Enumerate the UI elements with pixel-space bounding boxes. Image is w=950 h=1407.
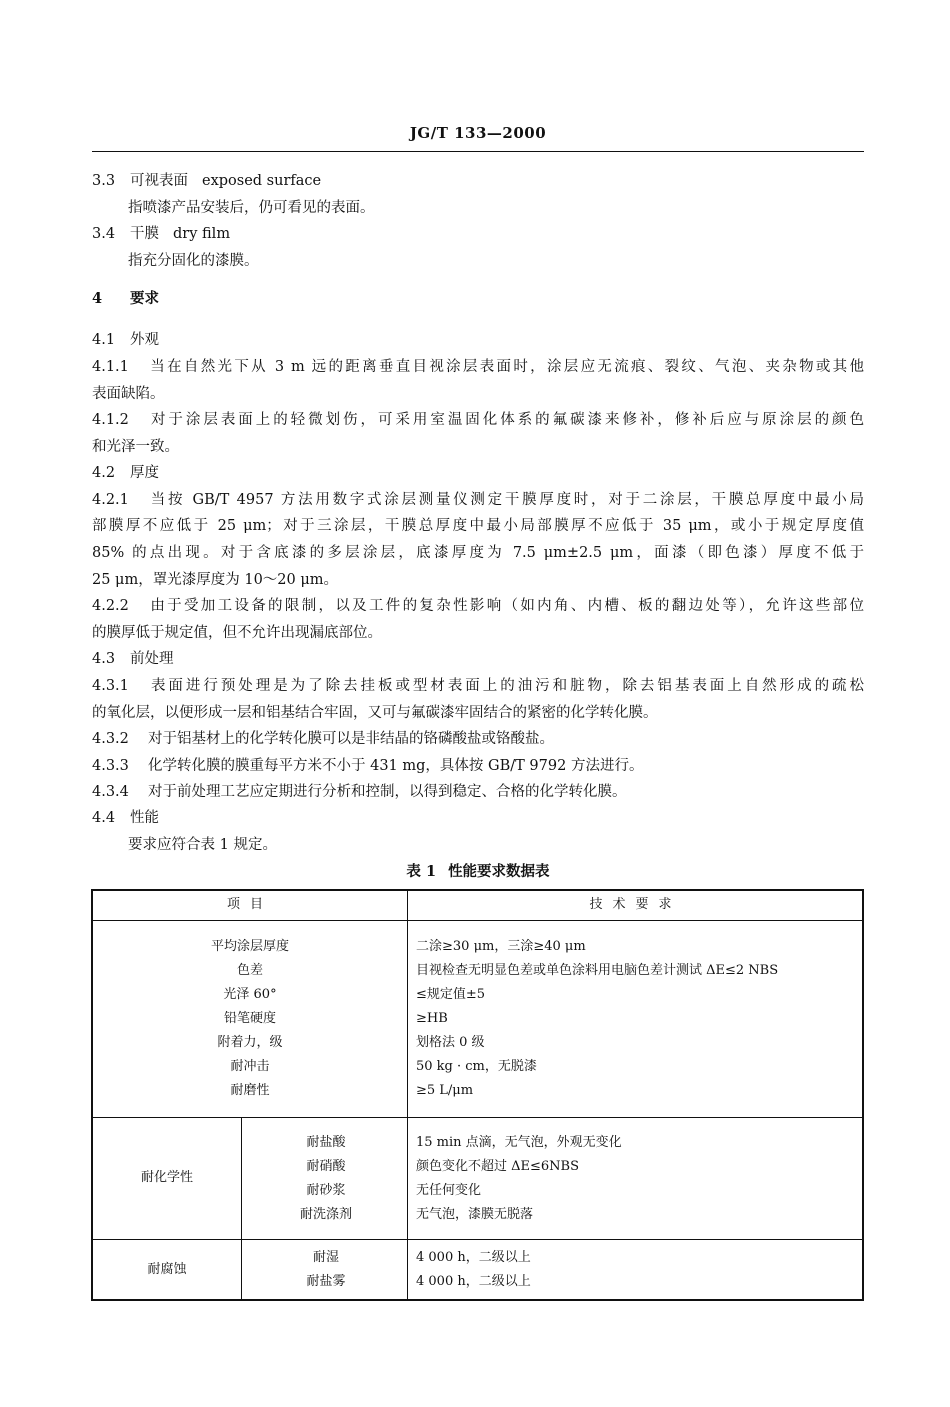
table-requirement: ≥HB (416, 1011, 448, 1026)
clause-4-3-1 (92, 676, 864, 696)
table-item: 耐砂浆 (306, 1183, 346, 1198)
clause-text: 指喷漆产品安装后，仍可看见的表面。 (128, 200, 375, 216)
clause-number: 4.3.1 (92, 678, 129, 694)
table-group-label: 耐腐蚀 (147, 1262, 187, 1277)
table-requirement: 4 000 h，二级以上 (416, 1274, 531, 1289)
clause-text: 由于受加工设备的限制，以及工件的复杂性影响（如内角、内槽、板的翻边处等），允许这些部位 (148, 598, 864, 614)
table-requirement: 目视检查无明显色差或单色涂料用电脑色差计测试 ΔE≤2 NBS (416, 963, 779, 978)
clause-number: 4.1.1 (92, 359, 129, 375)
table-requirement: 50 kg · cm，无脱漆 (416, 1059, 537, 1074)
clause-4-3-4 (92, 782, 864, 802)
clause-text: 25 μm，罩光漆厚度为 10～20 μm。 (92, 572, 339, 588)
section-4-heading (92, 289, 864, 309)
clause-text: 当按 GB/T 4957 方法用数字式涂层测量仪测定干膜厚度时，对于二涂层，干膜总厚度中最小局 (148, 492, 864, 508)
clause-number: 4.2.1 (92, 492, 129, 508)
clause-text: 化学转化膜的膜重每平方米不小于 431 mg，具体按 GB/T 9792 方法进行。 (148, 758, 644, 774)
clause-number: 4.1.2 (92, 412, 129, 428)
table-requirement: ≤规定值±5 (416, 987, 486, 1002)
clause-4-3-3 (92, 756, 864, 776)
clause-3-4 (92, 224, 864, 244)
clause-4-1 (92, 330, 864, 350)
table-item: 耐盐酸 (306, 1135, 346, 1150)
table-requirement: 颜色变化不超过 ΔE≤6NBS (416, 1159, 580, 1174)
clause-4-1-1 (92, 357, 864, 377)
clause-4-2 (92, 463, 864, 483)
table-caption (92, 862, 864, 882)
table-border-top (91, 889, 864, 891)
clause-title: 性能 (130, 810, 159, 826)
table-requirement: 4 000 h，二级以上 (416, 1250, 531, 1265)
clause-text: 85% 的点出现。对于含底漆的多层涂层，底漆厚度为 7.5 μm±2.5 μm，面漆（即色漆）厚度不低于 (92, 545, 864, 561)
clause-text: 部膜厚不应低于 25 μm；对于三涂层，干膜总厚度中最小局部膜厚不应低于 35 μm，或小于规定厚度值 (92, 518, 864, 534)
clause-text: 要求应符合表 1 规定。 (128, 837, 277, 853)
table-item: 耐硝酸 (306, 1159, 346, 1174)
section-number: 4 (92, 290, 103, 307)
clause-number: 4.3.4 (92, 784, 129, 800)
clause-text: 对于涂层表面上的轻微划伤，可采用室温固化体系的氟碳漆来修补，修补后应与原涂层的颜色 (148, 412, 864, 428)
clause-title: 干膜 (130, 226, 159, 242)
table-section-divider (91, 1117, 864, 1118)
clause-text: 的氧化层，以便形成一层和铝基结合牢固，又可与氟碳漆牢固结合的紧密的化学转化膜。 (92, 705, 658, 721)
table-item: 耐湿 (312, 1250, 339, 1265)
clause-text: 对于铝基材上的化学转化膜可以是非结晶的铬磷酸盐或铬酸盐。 (148, 731, 554, 747)
table-requirement: ≥5 L/μm (416, 1083, 474, 1098)
clause-4-1-2 (92, 410, 864, 430)
table-section-divider (91, 1239, 864, 1240)
clause-number: 4.4 (92, 810, 116, 826)
section-title: 要求 (130, 290, 159, 307)
table-item: 色差 (236, 963, 263, 978)
page-header: JG/T 133—2000 (409, 124, 547, 142)
clause-number: 3.3 (92, 173, 116, 189)
clause-text: 的膜厚低于规定值，但不允许出现漏底部位。 (92, 625, 382, 641)
clause-4-3 (92, 649, 864, 669)
header-rule (92, 151, 864, 152)
clause-title-en: exposed surface (202, 173, 322, 189)
clause-title: 前处理 (130, 651, 174, 667)
clause-number: 4.1 (92, 332, 116, 348)
table-header-requirement: 技术要求 (589, 897, 682, 912)
table-header-divider (91, 920, 864, 921)
table-item: 耐冲击 (230, 1059, 270, 1074)
clause-number: 4.3 (92, 651, 116, 667)
table-item: 铅笔硬度 (223, 1011, 276, 1026)
clause-4-2-1 (92, 490, 864, 510)
clause-title: 厚度 (130, 465, 159, 481)
clause-text: 对于前处理工艺应定期进行分析和控制，以得到稳定、合格的化学转化膜。 (148, 784, 627, 800)
clause-title-en: dry film (173, 226, 231, 242)
clause-title: 外观 (130, 332, 159, 348)
clause-4-4 (92, 808, 864, 828)
table-number: 表 1 (406, 863, 437, 880)
clause-text: 指充分固化的漆膜。 (128, 253, 259, 269)
table-requirement: 划格法 0 级 (416, 1035, 485, 1050)
table-title: 性能要求数据表 (448, 863, 550, 880)
clause-number: 4.3.2 (92, 731, 129, 747)
clause-text: 当在自然光下从 3 m 远的距离垂直目视涂层表面时，涂层应无流痕、裂纹、气泡、夹杂物或其他 (148, 359, 864, 375)
clause-text: 表面缺陷。 (92, 386, 165, 402)
table-item: 平均涂层厚度 (210, 939, 289, 954)
clause-4-2-2 (92, 596, 864, 616)
clause-number: 4.2 (92, 465, 116, 481)
clause-number: 3.4 (92, 226, 116, 242)
table-requirement: 无任何变化 (416, 1183, 482, 1198)
clause-text: 和光泽一致。 (92, 439, 179, 455)
table-item: 耐磨性 (230, 1083, 270, 1098)
clause-3-3 (92, 171, 864, 191)
clause-4-3-2 (92, 729, 864, 749)
table-group-label: 耐化学性 (140, 1170, 193, 1185)
table-requirement: 无气泡，漆膜无脱落 (416, 1207, 534, 1222)
table-item: 附着力，级 (217, 1035, 283, 1050)
table-border-bottom (91, 1299, 864, 1301)
table-item: 光泽 60° (223, 987, 277, 1002)
table-header-item: 项目 (226, 897, 273, 912)
clause-title: 可视表面 (130, 173, 188, 189)
table-requirement: 二涂≥30 μm，三涂≥40 μm (416, 939, 586, 954)
clause-number: 4.3.3 (92, 758, 129, 774)
table-item: 耐洗涤剂 (299, 1207, 352, 1222)
clause-number: 4.2.2 (92, 598, 129, 614)
table-requirement: 15 min 点滴，无气泡，外观无变化 (416, 1135, 622, 1150)
table-item: 耐盐雾 (306, 1274, 346, 1289)
clause-text: 表面进行预处理是为了除去挂板或型材表面上的油污和脏物，除去铝基表面上自然形成的疏松 (148, 678, 864, 694)
